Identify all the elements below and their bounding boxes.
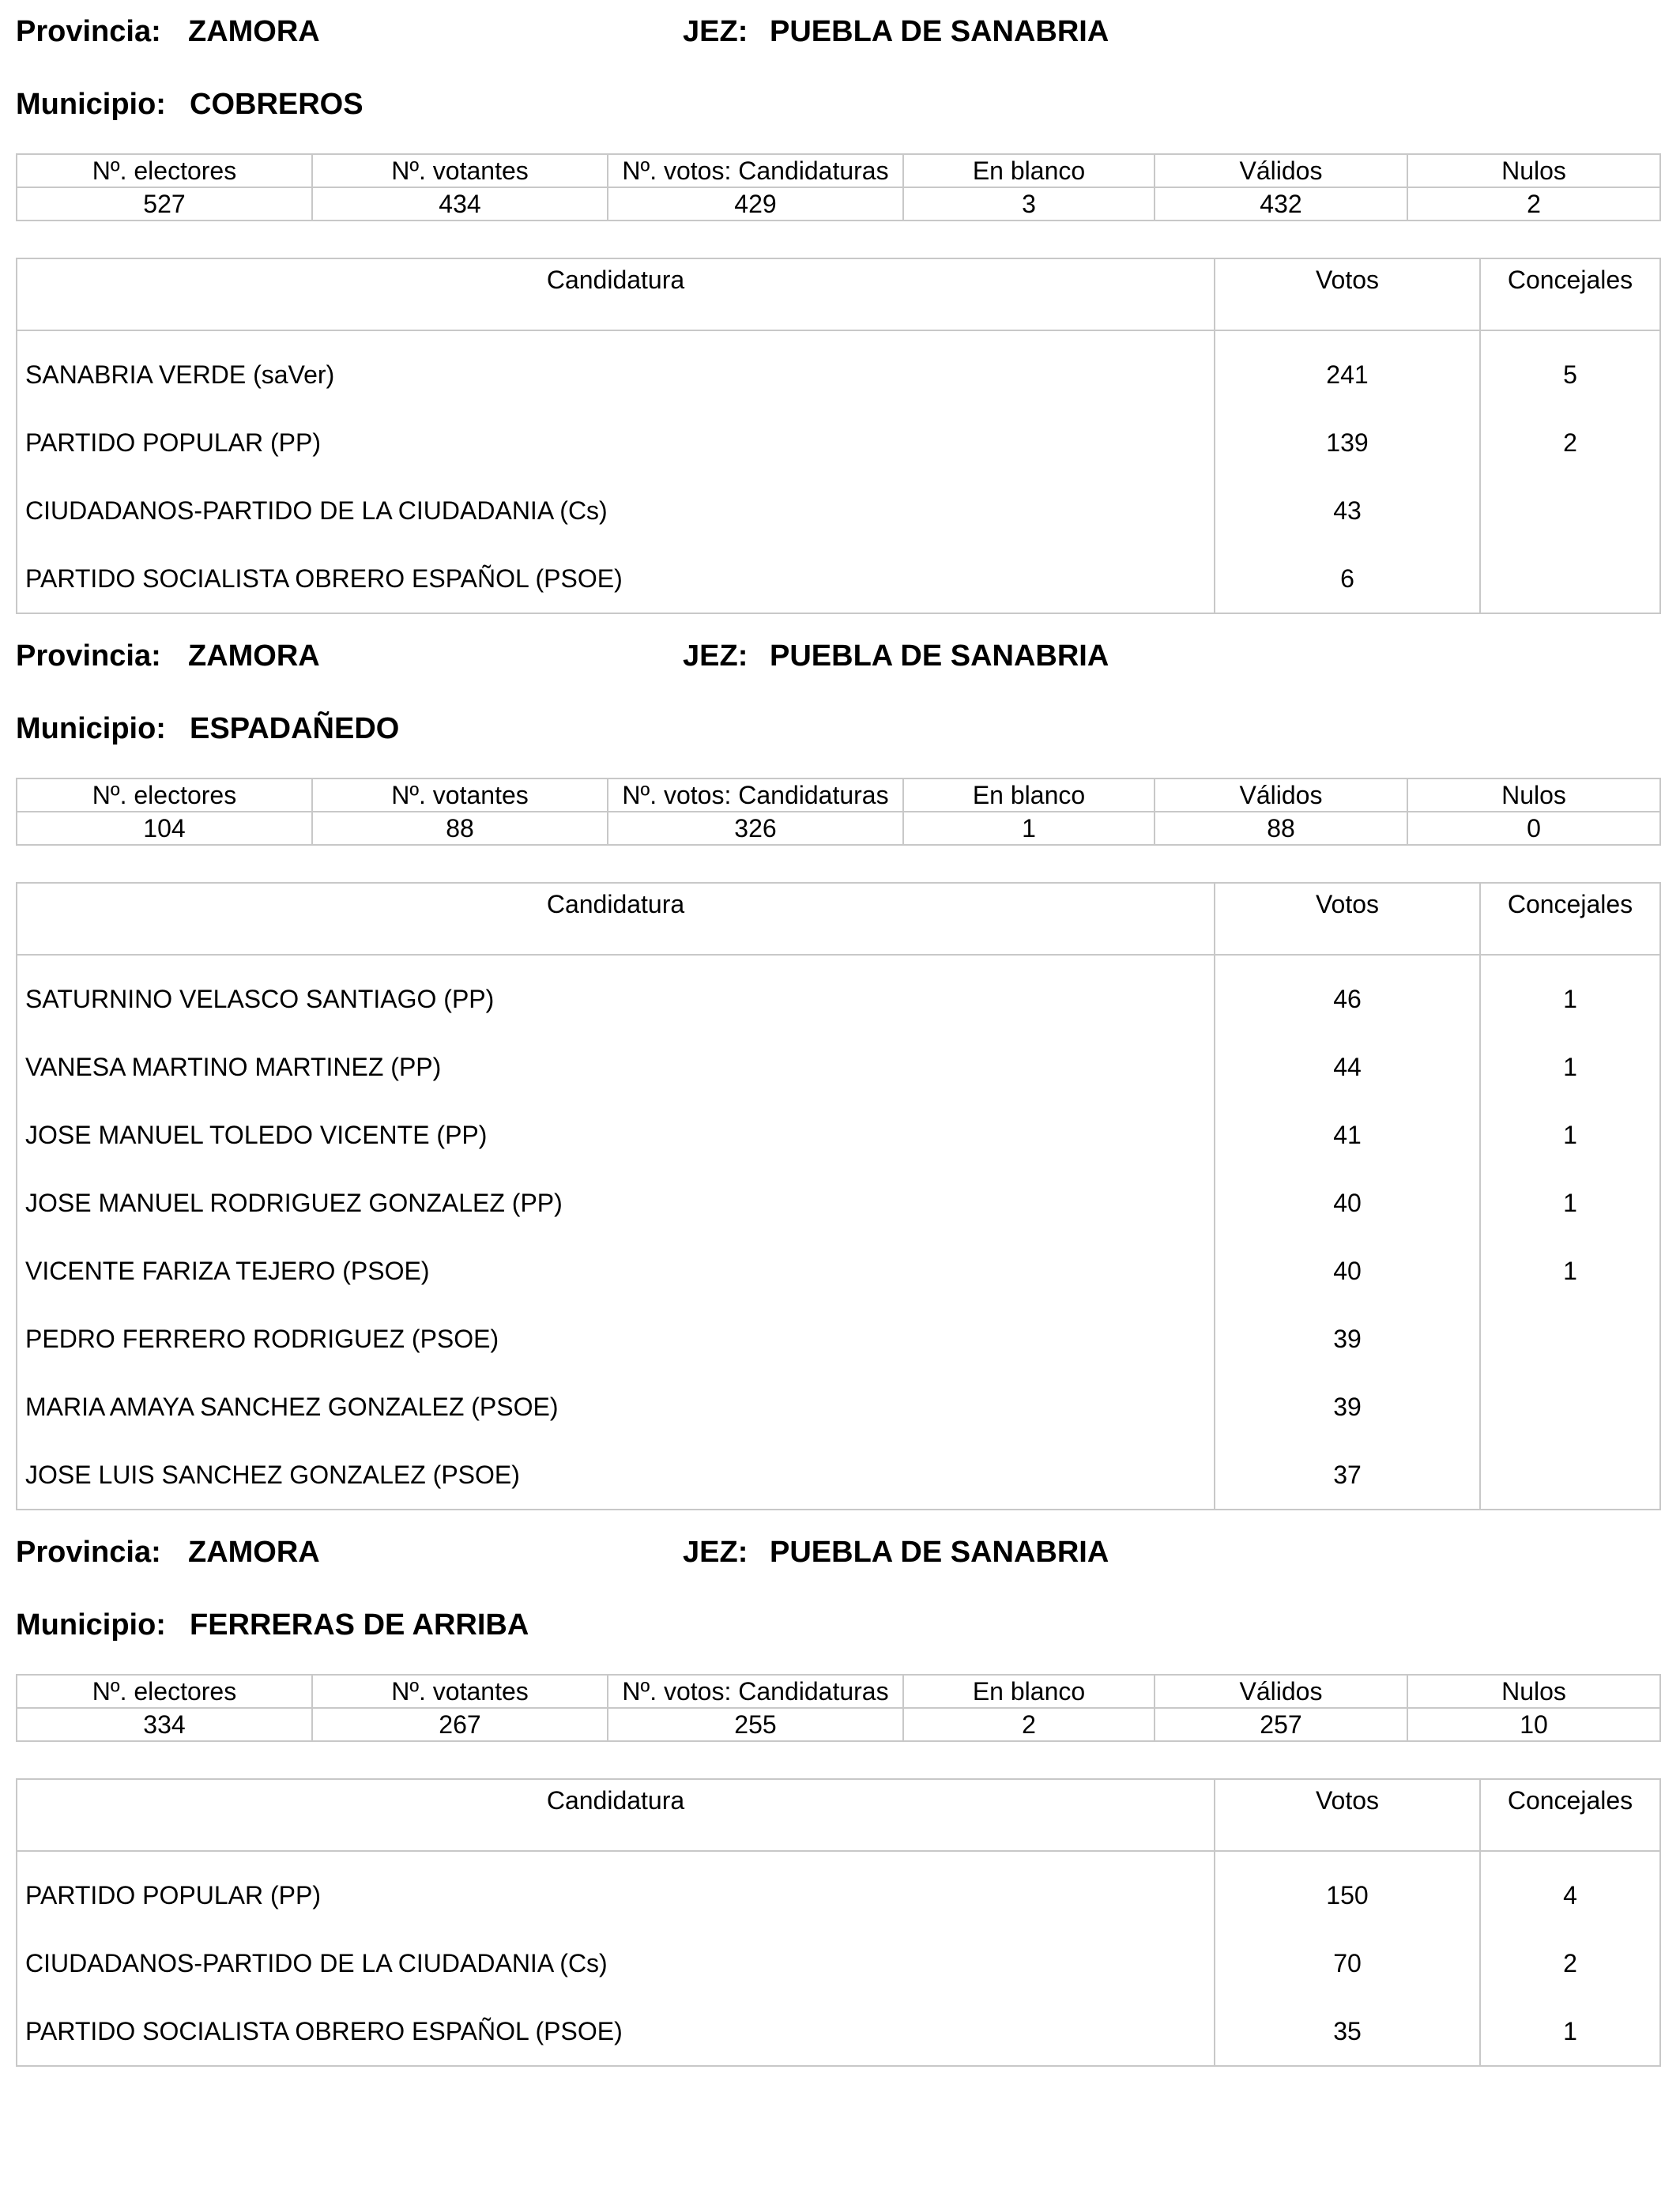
concejales-value [1480, 1305, 1660, 1373]
summary-value-cell: 0 [1407, 812, 1660, 845]
candidatura-name: PARTIDO POPULAR (PP) [25, 428, 321, 457]
concejales-value: 1 [1480, 1997, 1660, 2066]
summary-value-cell: 257 [1155, 1708, 1407, 1741]
jez-value: PUEBLA DE SANABRIA [770, 1536, 1109, 1569]
summary-value-cell: 1 [903, 812, 1155, 845]
candidatura-header: Candidatura [17, 258, 1215, 330]
result-row [17, 1033, 1660, 1101]
results-header-row [17, 258, 1660, 330]
provincia-value: ZAMORA [188, 639, 320, 673]
candidatura-name: MARIA AMAYA SANCHEZ GONZALEZ (PSOE) [25, 1393, 559, 1421]
summary-header-cell: Nº. electores [17, 778, 312, 812]
summary-value-cell: 432 [1155, 187, 1407, 221]
summary-header-cell: Nº. votos: Candidaturas [608, 1675, 903, 1708]
votos-value: 44 [1215, 1033, 1480, 1101]
summary-header-row [17, 1675, 1660, 1708]
jez-label: JEZ: [683, 15, 748, 48]
summary-header-cell: Nº. votos: Candidaturas [608, 154, 903, 187]
summary-value-cell: 334 [17, 1708, 312, 1741]
summary-header-cell: Nº. votantes [312, 778, 608, 812]
concejales-value [1480, 477, 1660, 545]
summary-values-row [17, 812, 1660, 845]
concejales-value: 1 [1480, 1237, 1660, 1305]
summary-header-cell: En blanco [903, 778, 1155, 812]
concejales-value: 5 [1480, 330, 1660, 409]
summary-table [16, 778, 1661, 846]
votos-value: 40 [1215, 1237, 1480, 1305]
result-row [17, 1997, 1660, 2066]
provincia-value: ZAMORA [188, 15, 320, 48]
summary-header-cell: En blanco [903, 154, 1155, 187]
result-row [17, 1851, 1660, 1929]
candidatura-header: Candidatura [17, 883, 1215, 955]
concejales-header: Concejales [1480, 1779, 1660, 1851]
provincia-jez-header [16, 8, 1659, 55]
results-header-row [17, 1779, 1660, 1851]
result-row [17, 1929, 1660, 1997]
result-row [17, 1441, 1660, 1510]
summary-value-cell: 3 [903, 187, 1155, 221]
candidatura-name: JOSE MANUEL TOLEDO VICENTE (PP) [25, 1121, 488, 1149]
results-header-row [17, 883, 1660, 955]
concejales-value [1480, 545, 1660, 613]
result-row [17, 409, 1660, 477]
votos-value: 41 [1215, 1101, 1480, 1169]
votos-header: Votos [1215, 258, 1480, 330]
summary-header-cell: Válidos [1155, 154, 1407, 187]
municipio-label: Municipio: [16, 1608, 166, 1642]
result-row [17, 545, 1660, 613]
summary-header-cell: Nº. votos: Candidaturas [608, 778, 903, 812]
municipio-header [16, 1601, 1659, 1649]
concejales-value: 1 [1480, 955, 1660, 1033]
jez-label: JEZ: [683, 1536, 748, 1569]
provincia-label: Provincia: [16, 639, 161, 673]
concejales-value: 1 [1480, 1033, 1660, 1101]
concejales-value: 2 [1480, 409, 1660, 477]
summary-value-cell: 104 [17, 812, 312, 845]
candidatura-name: PARTIDO SOCIALISTA OBRERO ESPAÑOL (PSOE) [25, 564, 623, 593]
result-row [17, 955, 1660, 1033]
votos-value: 39 [1215, 1373, 1480, 1441]
summary-value-cell: 434 [312, 187, 608, 221]
summary-value-cell: 88 [1155, 812, 1407, 845]
candidatura-name: CIUDADANOS-PARTIDO DE LA CIUDADANIA (Cs) [25, 496, 608, 525]
concejales-value [1480, 1441, 1660, 1510]
municipio-section [16, 1529, 1659, 2067]
jez-label: JEZ: [683, 639, 748, 673]
summary-table [16, 1674, 1661, 1742]
candidatura-name: VANESA MARTINO MARTINEZ (PP) [25, 1053, 442, 1081]
summary-table [16, 153, 1661, 221]
candidatura-header: Candidatura [17, 1779, 1215, 1851]
summary-value-cell: 255 [608, 1708, 903, 1741]
provincia-jez-header [16, 632, 1659, 680]
municipio-value: FERRERAS DE ARRIBA [190, 1608, 529, 1642]
concejales-header: Concejales [1480, 258, 1660, 330]
summary-header-cell: En blanco [903, 1675, 1155, 1708]
summary-header-row [17, 778, 1660, 812]
candidatura-name: CIUDADANOS-PARTIDO DE LA CIUDADANIA (Cs) [25, 1949, 608, 1977]
result-row [17, 477, 1660, 545]
result-row [17, 1373, 1660, 1441]
summary-values-row [17, 1708, 1660, 1741]
votos-value: 37 [1215, 1441, 1480, 1510]
votos-value: 40 [1215, 1169, 1480, 1237]
municipio-header [16, 705, 1659, 752]
votos-value: 241 [1215, 330, 1480, 409]
concejales-header: Concejales [1480, 883, 1660, 955]
candidatura-name: JOSE LUIS SANCHEZ GONZALEZ (PSOE) [25, 1461, 520, 1489]
result-row [17, 1305, 1660, 1373]
concejales-value: 1 [1480, 1101, 1660, 1169]
candidatura-name: PARTIDO POPULAR (PP) [25, 1881, 321, 1909]
votos-value: 70 [1215, 1929, 1480, 1997]
votos-value: 35 [1215, 1997, 1480, 2066]
result-row [17, 1169, 1660, 1237]
candidatura-name: SANABRIA VERDE (saVer) [25, 360, 335, 389]
summary-value-cell: 2 [903, 1708, 1155, 1741]
results-table [16, 258, 1661, 614]
municipio-label: Municipio: [16, 88, 166, 121]
provincia-jez-header [16, 1529, 1659, 1576]
provincia-label: Provincia: [16, 15, 161, 48]
candidatura-name: PEDRO FERRERO RODRIGUEZ (PSOE) [25, 1325, 499, 1353]
concejales-value: 4 [1480, 1851, 1660, 1929]
summary-header-cell: Nulos [1407, 154, 1660, 187]
votos-value: 139 [1215, 409, 1480, 477]
provincia-value: ZAMORA [188, 1536, 320, 1569]
results-table [16, 882, 1661, 1510]
summary-header-cell: Nº. votantes [312, 154, 608, 187]
votos-value: 6 [1215, 545, 1480, 613]
votos-value: 150 [1215, 1851, 1480, 1929]
summary-header-cell: Válidos [1155, 1675, 1407, 1708]
summary-header-cell: Nº. electores [17, 1675, 312, 1708]
votos-header: Votos [1215, 1779, 1480, 1851]
jez-value: PUEBLA DE SANABRIA [770, 639, 1109, 673]
summary-values-row [17, 187, 1660, 221]
summary-header-cell: Nº. votantes [312, 1675, 608, 1708]
votos-value: 46 [1215, 955, 1480, 1033]
summary-value-cell: 2 [1407, 187, 1660, 221]
municipio-section [16, 632, 1659, 1510]
candidatura-name: JOSE MANUEL RODRIGUEZ GONZALEZ (PP) [25, 1189, 563, 1217]
jez-value: PUEBLA DE SANABRIA [770, 15, 1109, 48]
summary-header-row [17, 154, 1660, 187]
candidatura-name: SATURNINO VELASCO SANTIAGO (PP) [25, 985, 495, 1013]
concejales-value: 1 [1480, 1169, 1660, 1237]
results-table [16, 1778, 1661, 2067]
candidatura-name: VICENTE FARIZA TEJERO (PSOE) [25, 1257, 430, 1285]
summary-header-cell: Nulos [1407, 778, 1660, 812]
concejales-value [1480, 1373, 1660, 1441]
votos-value: 43 [1215, 477, 1480, 545]
concejales-value: 2 [1480, 1929, 1660, 1997]
summary-value-cell: 10 [1407, 1708, 1660, 1741]
summary-value-cell: 429 [608, 187, 903, 221]
municipio-header [16, 81, 1659, 128]
summary-header-cell: Nulos [1407, 1675, 1660, 1708]
votos-value: 39 [1215, 1305, 1480, 1373]
provincia-label: Provincia: [16, 1536, 161, 1569]
candidatura-name: PARTIDO SOCIALISTA OBRERO ESPAÑOL (PSOE) [25, 2017, 623, 2045]
summary-header-cell: Válidos [1155, 778, 1407, 812]
summary-value-cell: 527 [17, 187, 312, 221]
summary-value-cell: 326 [608, 812, 903, 845]
result-row [17, 1237, 1660, 1305]
summary-value-cell: 267 [312, 1708, 608, 1741]
votos-header: Votos [1215, 883, 1480, 955]
municipio-section [16, 8, 1659, 614]
result-row [17, 330, 1660, 409]
summary-header-cell: Nº. electores [17, 154, 312, 187]
result-row [17, 1101, 1660, 1169]
municipio-label: Municipio: [16, 712, 166, 745]
summary-value-cell: 88 [312, 812, 608, 845]
municipio-value: COBREROS [190, 88, 363, 121]
municipio-value: ESPADAÑEDO [190, 712, 400, 745]
